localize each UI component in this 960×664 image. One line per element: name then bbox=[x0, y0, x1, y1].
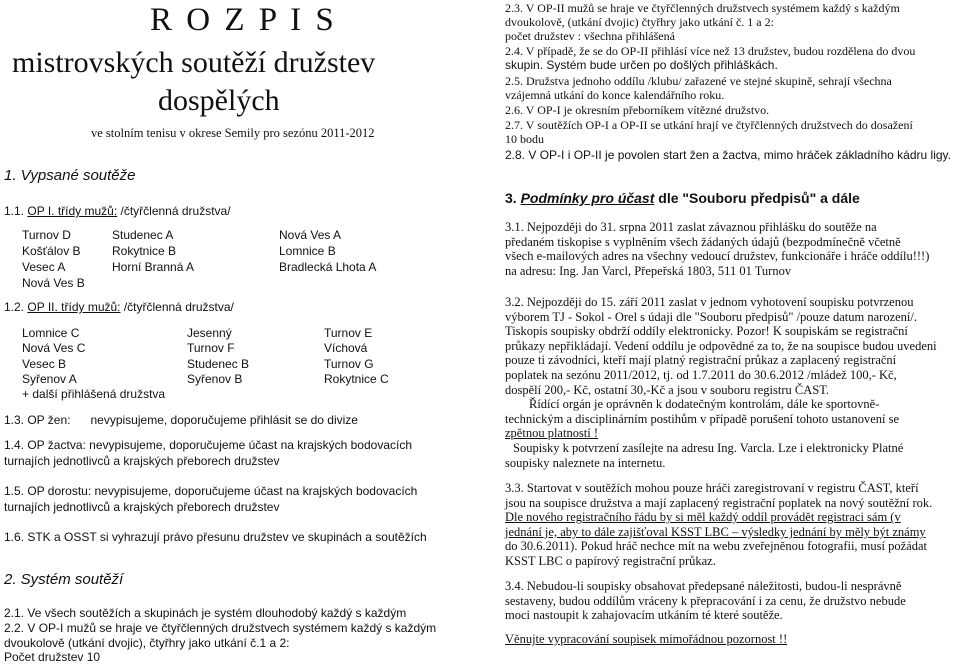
paragraph-line: KSST LBC o papírový registrační průkaz. bbox=[505, 553, 716, 568]
paragraph-line: zpětnou platností ! bbox=[505, 426, 599, 441]
paragraph-line: předaném tiskopise s vyplněním všech žádaných údajů (bezpodmínečně včetně bbox=[505, 234, 901, 249]
paragraph-2-3-line3: počet družstev : všechna přihlášená bbox=[505, 29, 675, 43]
document-subtitle-line1: mistrovských soutěží družstev bbox=[12, 46, 376, 79]
team-cell: Studenec A bbox=[112, 228, 174, 242]
paragraph-2-7-line2: 10 bodu bbox=[505, 132, 544, 146]
team-cell: Nová Ves C bbox=[22, 341, 86, 355]
paragraph-line: Tiskopis soupisky obdrží oddíly elektronicky. Pozor! K soupiskám se registrační bbox=[505, 324, 908, 339]
paragraph-line: Dle nového registračního řádu by si měl každý oddíl provádět registraci sám (v bbox=[505, 510, 901, 525]
paragraph-2-7-line1: 2.7. V soutěžích OP-I a OP-II se utkání hrají ve čtyřčlenných družstvech do dosažení bbox=[505, 118, 913, 132]
paragraph-1-5-line1: 1.5. OP dorostu: nevypisujeme, doporučujeme účast na krajských bodovacích bbox=[4, 484, 418, 498]
paragraph-2-6: 2.6. V OP-I je okresním přeborníkem vítězné družstvo. bbox=[505, 103, 770, 117]
paragraph-2-5-line1: 2.5. Družstva jednoho oddílu /klubu/ zařazené ve stejné skupině, sehrají všechna bbox=[505, 74, 892, 88]
team-cell: Víchová bbox=[324, 341, 368, 355]
paragraph-line: všech e-mailových adres na všechny vedoucí družstev, funkcionáře i hráče oddílu!!!) bbox=[505, 249, 930, 264]
closing-note: Věnujte vypracování soupisek mimořádnou pozornost !! bbox=[505, 632, 788, 646]
op2-extra-note: + další přihlášená družstva bbox=[22, 387, 166, 401]
team-cell: Rokytnice C bbox=[324, 372, 389, 386]
team-cell: Vesec B bbox=[22, 357, 67, 371]
team-cell: Jesenný bbox=[187, 326, 232, 340]
section2-title: 2. Systém soutěží bbox=[4, 571, 124, 588]
team-cell: Studenec B bbox=[187, 357, 250, 371]
paragraph-3-2 bbox=[505, 295, 957, 470]
paragraph-line: jednání je, aby to dále zajišťoval KSST LBC – výsledky jednání by měly být známy bbox=[505, 524, 926, 539]
paragraph-line: do 30.6.2011). Pokud hráč nechce mít na webu zveřejněnou fotografii, musí požádat bbox=[505, 539, 927, 554]
op1-heading: 1.1. OP I. třídy mužů: /čtyřčlenná družstva/ bbox=[4, 204, 231, 218]
right-column bbox=[505, 0, 957, 663]
paragraph-1-4-line2: turnajích jednotlivců a krajských přeborech družstev bbox=[4, 454, 280, 468]
paragraph-line: 3.1. Nejpozději do 31. srpna 2011 zaslat závaznou přihlášku do soutěže na bbox=[505, 220, 877, 234]
team-cell: Turnov F bbox=[187, 341, 235, 355]
paragraph-2-2-line1: 2.2. V OP-I mužů se hraje ve čtyřčlenných družstvech systémem každý s každým bbox=[4, 621, 437, 635]
document-title: R O Z P I S bbox=[150, 2, 337, 38]
paragraph-2-4-line1: 2.4. V případě, že se do OP-II přihlásí více než 13 družstev, budou rozdělena do dvou bbox=[505, 44, 916, 58]
paragraph-line: Řídící orgán je oprávněn k dodatečným kontrolám, dále ke sportovně- bbox=[529, 397, 880, 412]
paragraph-2-2-line3: Počet družstev 10 bbox=[4, 650, 101, 664]
paragraph-line: moci nastoupit k zahajovacím utkáním té které soutěže. bbox=[505, 608, 783, 623]
document-subtitle-line2: dospělých bbox=[158, 84, 280, 117]
paragraph-3-3 bbox=[505, 481, 957, 569]
paragraph-line: dospělí 200,- Kč, ostatní 30,-Kč a jsou v souboru registru ČAST. bbox=[505, 382, 830, 397]
team-cell: Bradlecká Lhota A bbox=[279, 260, 377, 274]
paragraph-line: poplatek na sezónu 2011/2012, tj. od 1.7.2011 do 30.6.2012 /mládež 100,- Kč, bbox=[505, 367, 897, 382]
team-cell: Turnov E bbox=[324, 326, 373, 340]
team-cell: Horní Branná A bbox=[112, 260, 195, 274]
team-cell: Rokytnice B bbox=[112, 244, 177, 258]
paragraph-1-3: 1.3. OP žen: nevypisujeme, doporučujeme přihlásit se do divize bbox=[4, 413, 358, 427]
paragraph-line: 3.3. Startovat v soutěžích mohou pouze hráči zaregistrovaní v registru ČAST, kteří bbox=[505, 481, 919, 495]
paragraph-3-1 bbox=[505, 220, 957, 278]
paragraph-line: jsou na soupisce družstva a mají zaplacený registrační poplatek na nový soutěžní rok. bbox=[505, 495, 933, 510]
paragraph-2-8: 2.8. V OP-I i OP-II je povolen start žen a žactva, mimo hráček základního kádru ligy. bbox=[505, 148, 951, 162]
paragraph-2-2-line2: dvoukolově (utkání dvojic), čtyřhry jako utkání č.1 a 2: bbox=[4, 636, 290, 650]
season-line: ve stolním tenisu v okrese Semily pro sezónu 2011-2012 bbox=[91, 126, 375, 140]
team-cell: Turnov D bbox=[22, 228, 71, 242]
paragraph-1-6: 1.6. STK a OSST si vyhrazují právo přesunu družstev ve skupinách a soutěžích bbox=[4, 530, 427, 544]
paragraph-1-5-line2: turnajích jednotlivců a krajských přeborech družstev bbox=[4, 500, 280, 514]
team-cell: Turnov G bbox=[324, 357, 374, 371]
paragraph-2-4-line2: skupin. Systém bude určen po došlých přihláškách. bbox=[505, 58, 778, 72]
op2-heading: 1.2. OP II. třídy mužů: /čtyřčlenná družstva/ bbox=[4, 300, 234, 314]
paragraph-line: na adresu: Ing. Jan Varcl, Přepeřská 1803, 511 01 Turnov bbox=[505, 263, 792, 278]
paragraph-line: technickým a disciplinárním postihům v případě porušení tohoto ustanovení se bbox=[505, 411, 900, 426]
paragraph-2-1: 2.1. Ve všech soutěžích a skupinách je systém dlouhodobý každý s každým bbox=[4, 606, 407, 620]
team-cell: Nová Ves B bbox=[22, 276, 85, 290]
paragraph-line: Soupisky k potvrzení zasílejte na adresu Ing. Varcla. Lze i elektronicky Platné bbox=[513, 440, 904, 455]
team-cell: Syřenov A bbox=[22, 372, 77, 386]
paragraph-2-3-line2: dvoukolově, (utkání dvojic) čtyřhry jako utkání č. 1 a 2: bbox=[505, 15, 774, 29]
team-cell: Nová Ves A bbox=[279, 228, 342, 242]
team-cell: Syřenov B bbox=[187, 372, 243, 386]
section1-title: 1. Vypsané soutěže bbox=[4, 167, 136, 184]
section3-title: 3. Podmínky pro účast dle "Souboru předpisů" a dále bbox=[505, 190, 860, 206]
paragraph-line: soupisky naleznete na internetu. bbox=[505, 455, 666, 470]
paragraph-2-5-line2: vzájemná utkání do konce kalendářního roku. bbox=[505, 88, 725, 102]
team-cell: Košťálov B bbox=[22, 244, 81, 258]
team-cell: Lomnice C bbox=[22, 326, 80, 340]
paragraph-line: průkazy nepřikládají. Vedení oddílu je odpovědné za to, že na soupisce budou uvedeni bbox=[505, 338, 937, 353]
paragraph-1-4-line1: 1.4. OP žactva: nevypisujeme, doporučujeme účast na krajských bodovacích bbox=[4, 438, 412, 452]
paragraph-line: 3.4. Nebudou-li soupisky obsahovat předepsané náležitosti, budou-li nesprávně bbox=[505, 579, 902, 593]
paragraph-line: pouze ti závodníci, kteří mají platný registrační průkaz a zaplacený registrační bbox=[505, 353, 897, 368]
paragraph-3-4 bbox=[505, 579, 957, 623]
paragraph-line: 3.2. Nejpozději do 15. září 2011 zaslat v jednom vyhotovení soupisku potvrzenou bbox=[505, 295, 914, 309]
paragraph-line: výborem TJ - Sokol - Orel s údaji dle "Souboru předpisů" /pouze datum narození/. bbox=[505, 309, 917, 324]
paragraph-line: sestaveny, budou oddílům vráceny k přepracování i za cenu, že družstvo nebude bbox=[505, 593, 906, 608]
paragraph-2-3-line1: 2.3. V OP-II mužů se hraje ve čtyřčlenných družstvech systémem každý s každým bbox=[505, 1, 900, 15]
team-cell: Lomnice B bbox=[279, 244, 336, 258]
team-cell: Vesec A bbox=[22, 260, 66, 274]
